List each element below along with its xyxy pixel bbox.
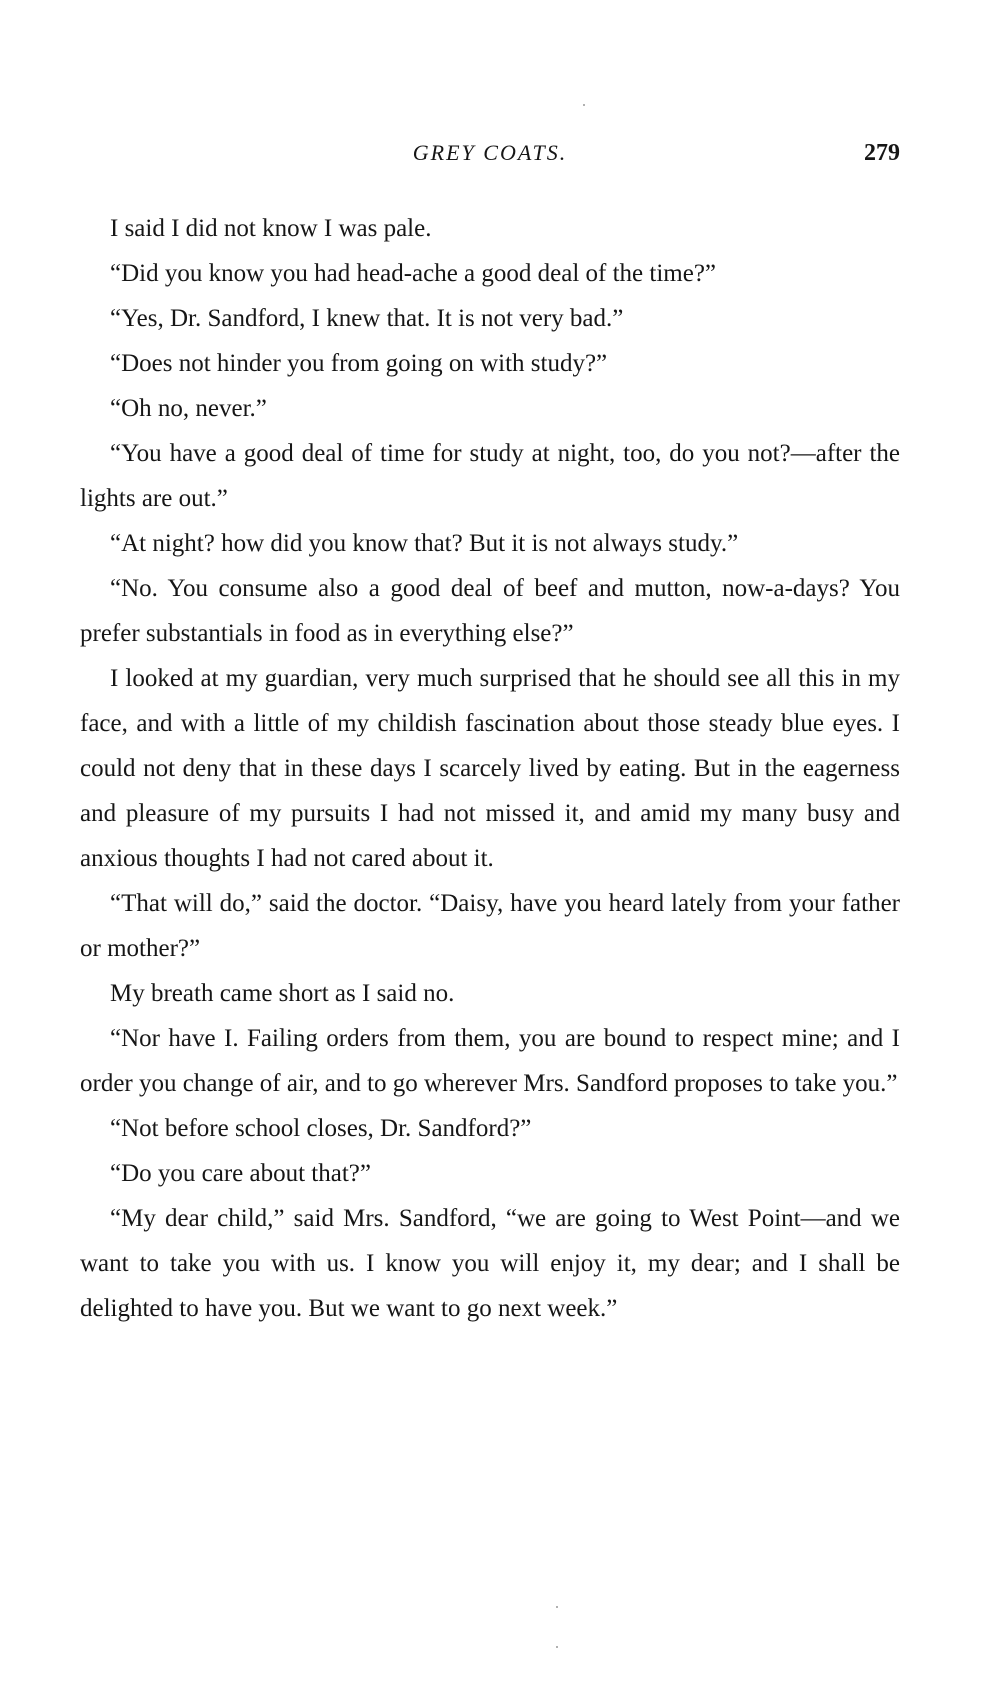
paragraph: “Oh no, never.” [110,395,267,422]
body-text [80,206,900,1331]
speck [583,104,585,106]
paragraph: “At night? how did you know that? But it is not always study.” [110,530,739,557]
paragraph: I looked at my guardian, very much surprised that he should see all this in my face, and with a little of my childish fascination about those steady blue eyes. I could not deny that in these days I scarcely lived by eating. But in the eagerness and pleasure of my pursuits I had not missed it, and amid my many busy and anxious thoughts I had not cared about it. [80,665,900,872]
paragraph: “You have a good deal of time for study at night, too, do you not?—after the lights are out.” [80,440,900,512]
paragraph: “Do you care about that?” [110,1160,371,1187]
paragraph: I said I did not know I was pale. [110,215,432,242]
page-header [80,140,900,180]
running-title: GREY COATS. [412,140,568,165]
paragraph: “Not before school closes, Dr. Sandford?” [110,1115,532,1142]
speck [556,1606,558,1608]
paragraph: “Yes, Dr. Sandford, I knew that. It is not very bad.” [110,305,624,332]
paragraph: “Does not hinder you from going on with study?” [110,350,608,377]
paragraph: “Did you know you had head-ache a good deal of the time?” [110,260,717,287]
paragraph: My breath came short as I said no. [110,980,455,1007]
paragraph: “My dear child,” said Mrs. Sandford, “we are going to West Point—and we want to take you with us. I know you will enjoy it, my dear; and I shall be delighted to have you. But we want to go next week.” [80,1205,900,1322]
page-number: 279 [864,140,900,166]
paragraph: “That will do,” said the doctor. “Daisy, have you heard lately from your father or mother?” [80,890,900,962]
paragraph: “Nor have I. Failing orders from them, you are bound to respect mine; and I order you change of air, and to go wherever Mrs. Sandford proposes to take you.” [80,1025,900,1097]
paragraph: “No. You consume also a good deal of beef and mutton, now-a-days? You prefer substantials in food as in everything else?” [80,575,900,647]
speck [556,1646,558,1648]
